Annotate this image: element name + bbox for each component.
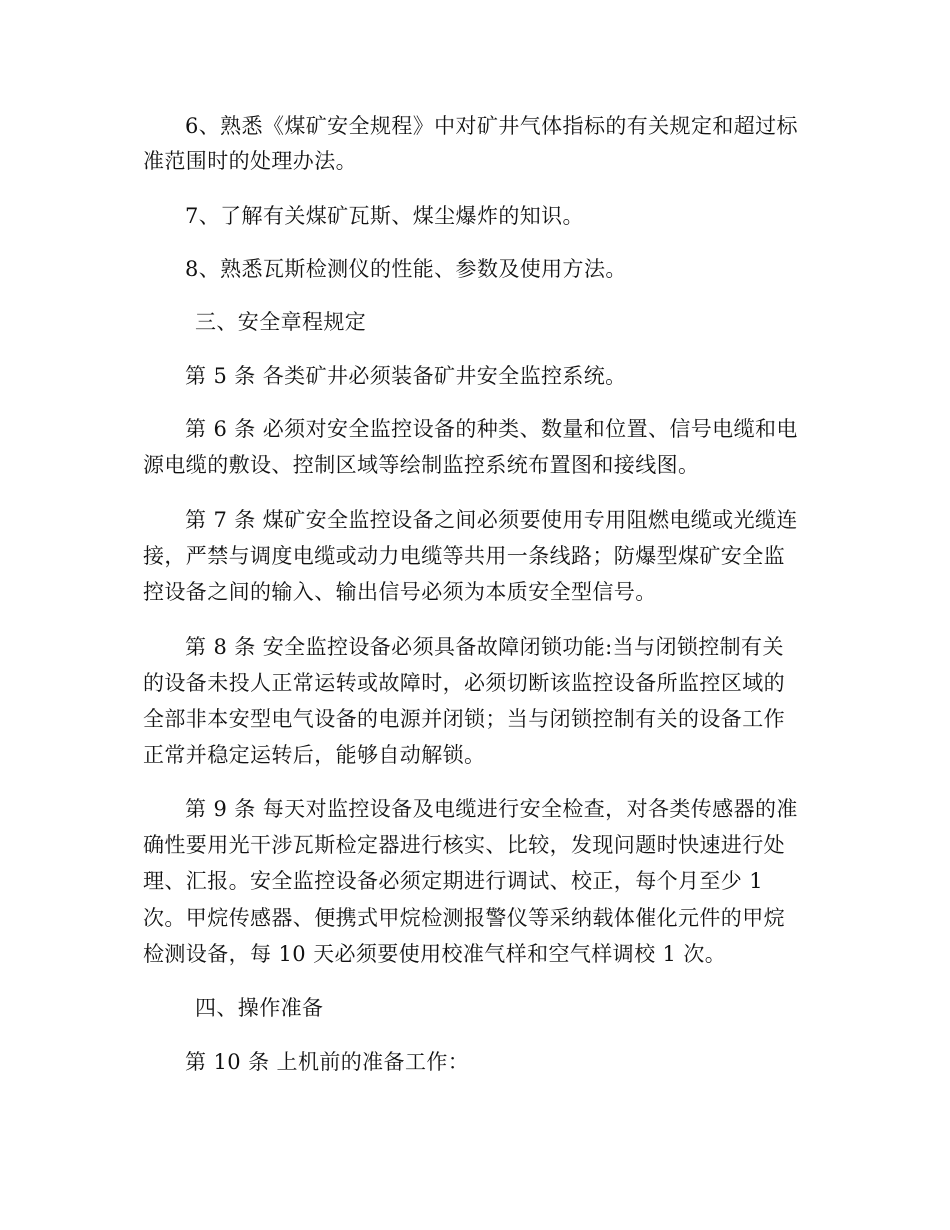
article-9-line1: 第 9 条 每天对监控设备及电缆进行安全检查，对各类传感器的准: [185, 797, 798, 821]
article-8-line3: 全部非本安型电气设备的电源并闭锁；当与闭锁控制有关的设备工作: [143, 707, 785, 731]
article-9-line3: 理、汇报。安全监控设备必须定期进行调试、校正，每个月至少 1: [143, 869, 764, 893]
article-6-line2: 源电缆的敷设、控制区域等绘制监控系统布置图和接线图。: [143, 453, 700, 477]
section-heading-3: 三、安全章程规定: [195, 310, 367, 334]
article-6-line1: 第 6 条 必须对安全监控设备的种类、数量和位置、信号电缆和电: [185, 417, 798, 441]
article-9-line5: 检测设备，每 10 天必须要使用校准气样和空气样调校 1 次。: [143, 942, 727, 966]
section-heading-4: 四、操作准备: [195, 996, 324, 1020]
article-7-line1: 第 7 条 煤矿安全监控设备之间必须要使用专用阻燃电缆或光缆连: [185, 508, 798, 532]
article-7-line3: 控设备之间的输入、输出信号必须为本质安全型信号。: [143, 580, 657, 604]
article-8-line2: 的设备未投人正常运转或故障时，必须切断该监控设备所监控区域的: [143, 671, 785, 695]
text-line-item-6-part1: 6、熟悉《煤矿安全规程》中对矿井气体指标的有关规定和超过标: [185, 114, 798, 138]
article-9-line2: 确性要用光干涉瓦斯检定器进行核实、比较，发现问题时快速进行处: [143, 833, 785, 857]
text-line-item-7: 7、了解有关煤矿瓦斯、煤尘爆炸的知识。: [185, 204, 584, 228]
article-7-line2: 接，严禁与调度电缆或动力电缆等共用一条线路；防爆型煤矿安全监: [143, 544, 785, 568]
article-8-line1: 第 8 条 安全监控设备必须具备故障闭锁功能:当与闭锁控制有关: [185, 635, 784, 659]
article-10-line1: 第 10 条 上机前的准备工作：: [185, 1050, 470, 1074]
text-line-item-6-part2: 准范围时的处理办法。: [143, 149, 357, 173]
article-9-line4: 次。甲烷传感器、便携式甲烷检测报警仪等采纳载体催化元件的甲烷: [143, 906, 785, 930]
text-line-item-8: 8、熟悉瓦斯检测仪的性能、参数及使用方法。: [185, 257, 627, 281]
article-5-line1: 第 5 条 各类矿井必须装备矿井安全监控系统。: [185, 364, 627, 388]
article-8-line4: 正常并稳定运转后，能够自动解锁。: [143, 743, 486, 767]
